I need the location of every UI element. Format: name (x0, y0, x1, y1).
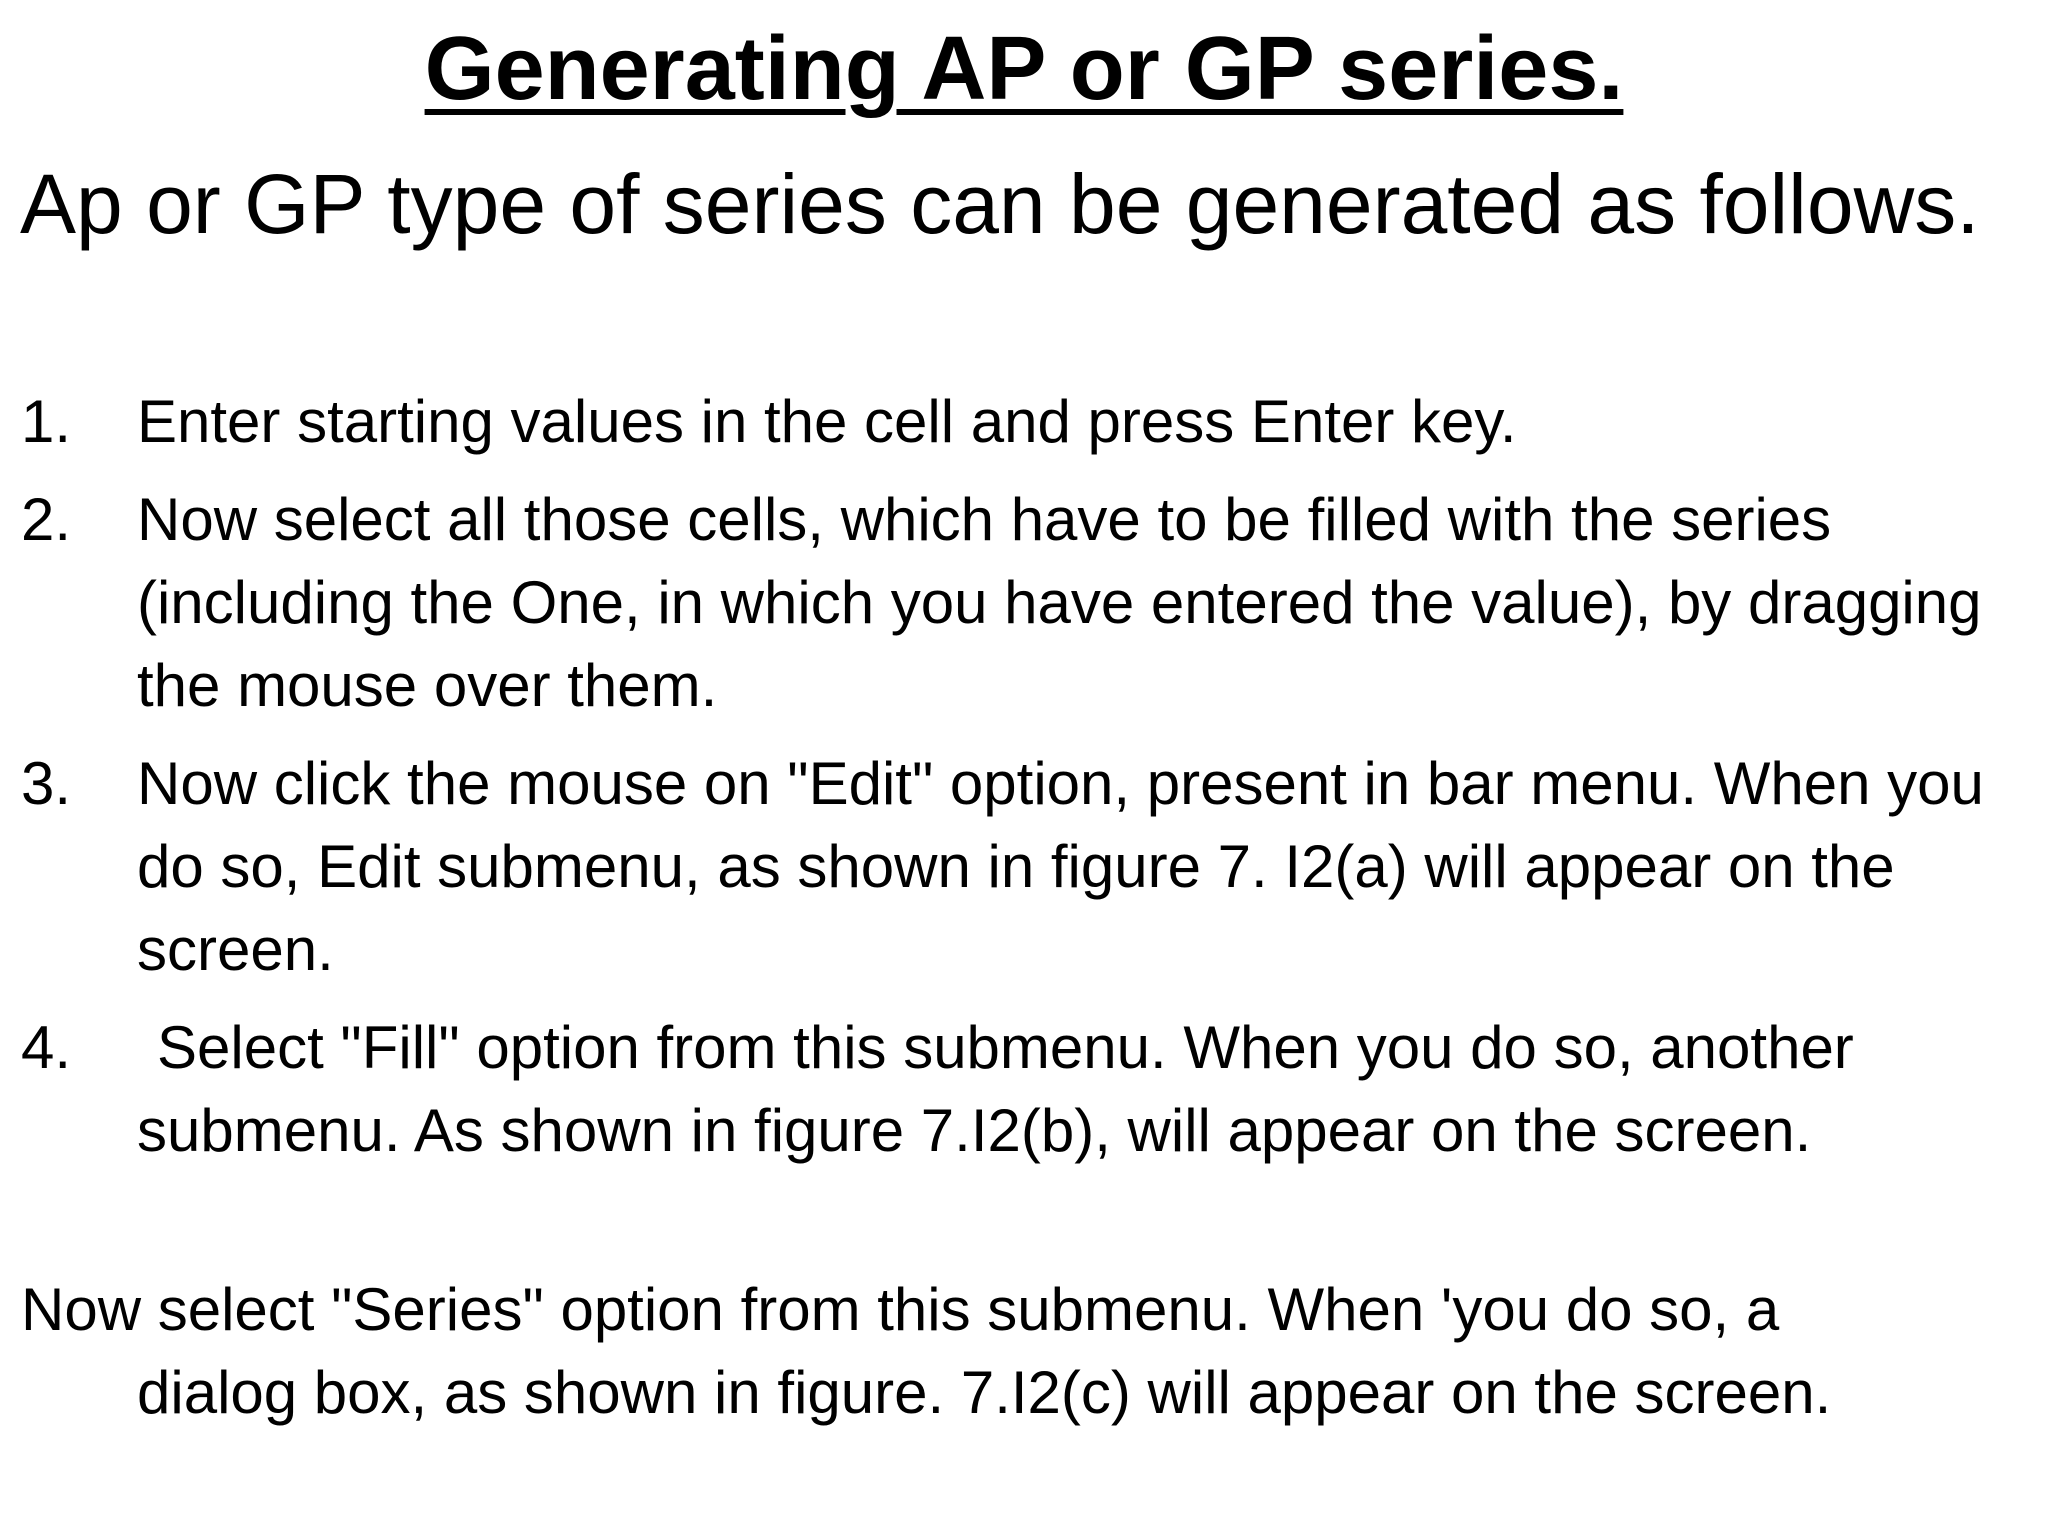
final-paragraph-rest: dialog box, as shown in figure. 7.I2(c) will appear on the screen. (137, 1359, 1832, 1426)
list-item-text: Now click the mouse on "Edit" option, present in bar menu. When you do so, Edit submenu, as shown in figure 7. I2(a) will appear on the screen. (137, 750, 1984, 983)
slide-title (0, 14, 2048, 124)
list-item-number: 3. (21, 750, 72, 817)
list-item-text: Enter starting values in the cell and press Enter key. (137, 388, 1517, 455)
list-item-number: 2. (21, 486, 72, 553)
list-item-number: 1. (21, 388, 72, 455)
list-item-text: Now select all those cells, which have to be filled with the series (including the One, in which you have entered the value), by dragging the mouse over them. (137, 486, 1982, 719)
list-item (0, 1006, 2048, 1172)
steps-list (0, 380, 2048, 1187)
intro-paragraph: Ap or GP type of series can be generated as follows. (20, 157, 1980, 251)
slide-title-text: Generating AP or GP series. (424, 19, 1624, 119)
list-item (0, 478, 2048, 727)
final-paragraph (21, 1268, 2031, 1434)
list-item (0, 380, 2048, 463)
final-paragraph-first-line: Now select "Series" option from this submenu. When 'you do so, a (21, 1276, 1780, 1343)
list-item-text: Select "Fill" option from this submenu. When you do so, another submenu. As shown in figure 7.I2(b), will appear on the screen. (137, 1014, 1854, 1164)
list-item (0, 742, 2048, 991)
list-item-number: 4. (21, 1014, 72, 1081)
